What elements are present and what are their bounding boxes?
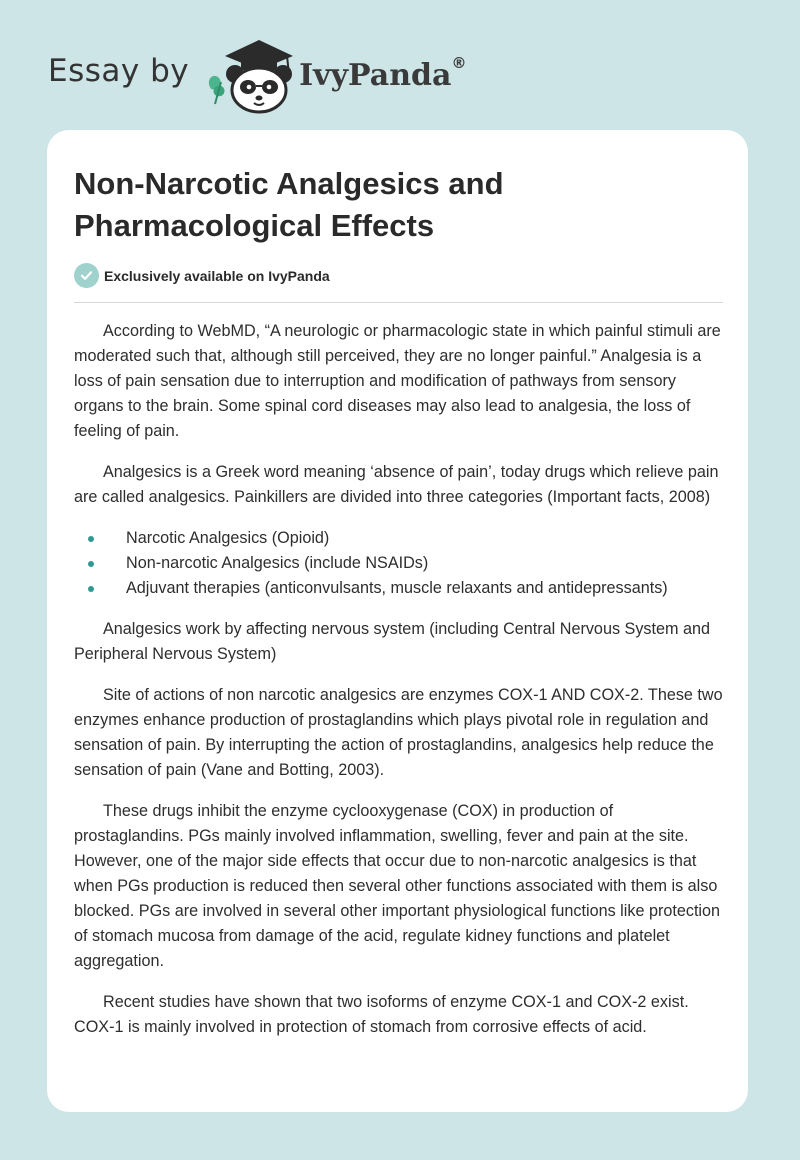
registered-mark: ® — [451, 53, 467, 72]
painkiller-categories-list — [74, 526, 724, 601]
site-header — [48, 34, 466, 114]
paragraph-side-effects: These drugs inhibit the enzyme cyclooxygenase (COX) in production of prostaglandins. PGs mainly involved inflammation, swelling, fever and pain at the site. However, one of the major side effects that occur due to non-narcotic analgesics is that when PGs production is reduced then several other functions associated with them is also blocked. PGs are involved in several other important physiological functions like protection of stomach mucosa from damage of the acid, regulate kidney functions and platelet aggregation. — [74, 802, 721, 970]
bullet-dot-icon — [88, 561, 94, 567]
bullet-dot-icon — [88, 586, 94, 592]
paragraph-nervous-system: Analgesics work by affecting nervous system (including Central Nervous System and Peripheral Nervous System) — [74, 620, 711, 663]
paragraph-intro: According to WebMD, “A neurologic or pharmacologic state in which painful stimuli are moderated such that, although still perceived, they are no longer painful.” Analgesia is a loss of pain sensation due to interruption and modification of pathways from sensory organs to the brain. Some spinal cord diseases may also lead to analgesia, the loss of feeling of pain. — [74, 322, 721, 440]
panda-logo-icon[interactable] — [203, 34, 295, 114]
list-item-text: Adjuvant therapies (anticonvulsants, muscle relaxants and antidepressants) — [126, 579, 668, 597]
paragraph-cox-enzymes: Site of actions of non narcotic analgesics are enzymes COX-1 AND COX-2. These two enzymes enhance production of prostaglandins which plays pivotal role in regulation and sensation of pain. By interrupting the action of prostaglandins, analgesics help reduce the sensation of pain (Vane and Botting, 2003). — [74, 686, 723, 779]
brand-prefix: Essay by — [48, 53, 190, 89]
check-circle-icon — [74, 263, 99, 288]
essay-card — [47, 130, 748, 1112]
brand-name-text: IvyPanda — [299, 57, 452, 93]
list-item — [74, 526, 724, 551]
essay-body — [74, 319, 724, 1056]
paragraph-isoforms: Recent studies have shown that two isoforms of enzyme COX-1 and COX-2 exist. COX-1 is mainly involved in protection of stomach from corrosive effects of acid. — [74, 993, 689, 1036]
exclusive-badge — [74, 263, 330, 288]
badge-label: Exclusively available on IvyPanda — [104, 267, 330, 284]
essay-title: Non-Narcotic Analgesics and Pharmacological Effects — [74, 166, 504, 243]
title-divider — [74, 302, 723, 303]
bullet-dot-icon — [88, 536, 94, 542]
list-item — [74, 576, 724, 601]
list-item — [74, 551, 724, 576]
list-item-text: Narcotic Analgesics (Opioid) — [126, 529, 330, 547]
brand-name[interactable] — [299, 53, 467, 93]
paragraph-analgesics-definition: Analgesics is a Greek word meaning ‘absence of pain’, today drugs which relieve pain are called analgesics. Painkillers are divided into three categories (Important facts, 2008) — [74, 463, 719, 506]
list-item-text: Non-narcotic Analgesics (include NSAIDs) — [126, 554, 429, 572]
